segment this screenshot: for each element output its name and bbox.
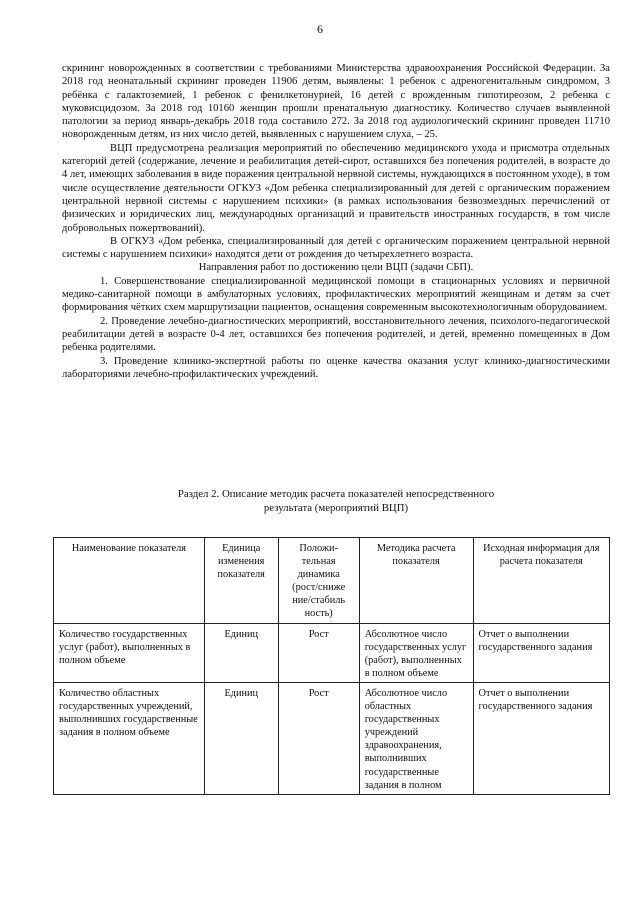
- directions-heading: Направления работ по достижению цели ВЦП (задачи СБП).: [198, 262, 474, 274]
- section-title-line1: Раздел 2. Описание методик расчета показателей непосредственного: [177, 488, 495, 500]
- section-title: [62, 487, 610, 515]
- header-source: Исходная информация для расчета показателя: [473, 538, 609, 624]
- page-number: 6: [317, 22, 323, 36]
- body-text: [62, 62, 610, 381]
- direction-2: 2. Проведение лечебно-диагностических мероприятий, восстановительного лечения, психолого-педагогической реабилитации детей в возрасте 0-4 лет, оставшихся без попечения родителей, и детей, временно помещенных в Дом ребенка родителями.: [62, 315, 610, 354]
- cell-unit: Единиц: [204, 623, 278, 682]
- indicators-table: [53, 537, 610, 795]
- cell-indicator-name: Количество областных государственных учреждений, выполнивших государственные задания в полном объеме: [54, 682, 205, 794]
- header-unit: Единица изменения показателя: [204, 538, 278, 624]
- cell-unit: Единиц: [204, 682, 278, 794]
- header-indicator-name: Наименование показателя: [54, 538, 205, 624]
- table-row: [54, 623, 610, 682]
- cell-method: Абсолютное число областных государственных учреждений здравоохранения, выполнивших государственные задания в полном: [359, 682, 473, 794]
- cell-method: Абсолютное число государственных услуг (работ), выполненных в полном объеме: [359, 623, 473, 682]
- cell-source: Отчет о выполнении государственного задания: [473, 623, 609, 682]
- cell-dynamics: Рост: [278, 682, 359, 794]
- table-header-row: [54, 538, 610, 624]
- header-dynamics: Положи-тельная динамика (рост/сниже ние/стабиль ность): [278, 538, 359, 624]
- cell-source: Отчет о выполнении государственного задания: [473, 682, 609, 794]
- direction-3: 3. Проведение клинико-экспертной работы по оценке качества оказания услуг клинико-диагностическими лабораториями лечебно-профилактических учреждений.: [62, 355, 610, 380]
- direction-1: 1. Совершенствование специализированной медицинской помощи в стационарных условиях и первичной медико-санитарной помощи в амбулаторных условиях, профилактических мероприятий женщинам и детям за счет формирования чётких схем маршрутизации пациентов, оснащения современным высокотехнологичным оборудованием.: [62, 275, 610, 314]
- table-row: [54, 682, 610, 794]
- paragraph-orphanage: В ОГКУЗ «Дом ребенка, специализированный для детей с органическим поражением центральной нервной системы с нарушением психики» находятся дети от рождения до четырехлетнего возраста.: [62, 235, 610, 261]
- cell-dynamics: Рост: [278, 623, 359, 682]
- cell-indicator-name: Количество государственных услуг (работ), выполненных в полном объеме: [54, 623, 205, 682]
- section-title-line2: результата (мероприятий ВЦП): [263, 502, 409, 514]
- paragraph-vcp-care: ВЦП предусмотрена реализация мероприятий по обеспечению медицинского ухода и присмотра отдельных категорий детей (содержание, лечение и реабилитация детей-сирот, оставшихся без попечения родителей, в возрасте до 4 лет, имеющих заболевания в виде поражения центральной нервной системы, нуждающихся в постоянном уходе), в том числе осуществление деятельности ОГКУЗ «Дом ребенка специализированный для детей с органическим поражением центральной нервной системы с нарушением психики» (в рамках использования безвозмездных перечислений от физических и юридических лиц, международных организаций и правительств иностранных государств, в том числе добровольных пожертвований).: [62, 142, 610, 234]
- paragraph-screening: скрининг новорожденных в соответствии с требованиями Министерства здравоохранения Российской Федерации. За 2018 год неонатальный скрининг проведен 11906 детям, выявлены: 1 ребенок с адреногенитальным синдромом, 3 ребёнка с галактоземией, 1 ребенок с фенилкетонурией, 16 детей с врожденным гипотиреозом, 2 ребенка с муковисцидозом. За 2018 год 10160 женщин прошли пренатальную диагностику. Количество случаев выявленной патологии за период январь-декабрь 2018 года составило 272. За 2018 год аудиологический скрининг проведен 11710 новорожденным детям, из них число детей, выявленных с нарушением слуха, – 25.: [62, 63, 610, 141]
- header-method: Методика расчета показателя: [359, 538, 473, 624]
